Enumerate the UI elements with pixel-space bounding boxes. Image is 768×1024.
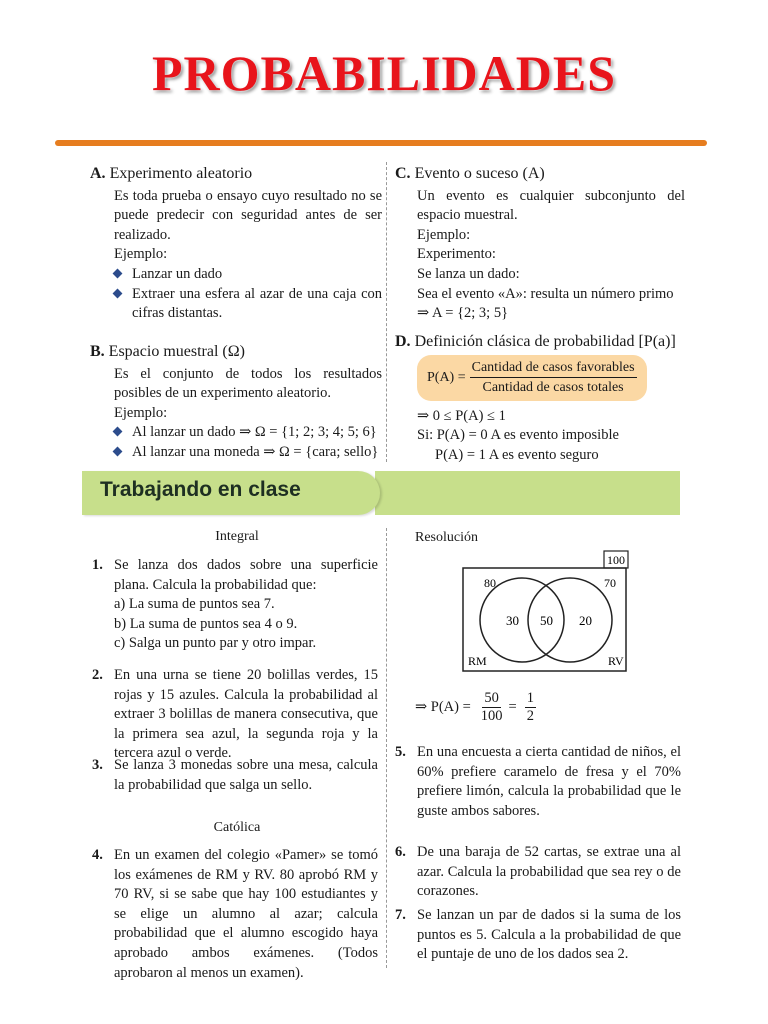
section-c-line: Experimento: bbox=[417, 246, 496, 263]
section-b-example-label: Ejemplo: bbox=[114, 404, 168, 421]
section-c-body: Un evento es cualquier subconjunto del espacio muestral. bbox=[417, 187, 685, 224]
problem-3 bbox=[92, 756, 378, 795]
section-d-line: Si: P(A) = 0 A es evento imposible bbox=[417, 427, 619, 444]
problem-number: 2. bbox=[92, 667, 103, 683]
section-c bbox=[395, 164, 685, 324]
section-b-heading: B. Espacio muestral (Ω) bbox=[90, 343, 245, 360]
problem-1 bbox=[92, 556, 378, 654]
problem-number: 3. bbox=[92, 757, 103, 773]
column-divider-bottom bbox=[386, 528, 387, 968]
section-b-body: Es el conjunto de todos los resultados posibles de un experimento aleatorio. bbox=[114, 365, 382, 402]
venn-right-total: 70 bbox=[604, 576, 616, 590]
venn-left-total: 80 bbox=[484, 576, 496, 590]
diamond-bullet-icon bbox=[113, 269, 123, 279]
diamond-bullet-icon bbox=[113, 447, 123, 457]
venn-total: 100 bbox=[607, 553, 625, 567]
problem-text: En una urna se tiene 20 bolillas verdes, 15 rojas y 15 azules. Calcula la probabilidad al extraer 3 bolillas de manera consecutiva, que la primera sea azul, la segunda roja y la tercera azul o verde. bbox=[114, 667, 378, 762]
problem-item: b) La suma de puntos sea 4 o 9. bbox=[114, 615, 298, 632]
section-a bbox=[92, 164, 382, 324]
problem-text: En una encuesta a cierta cantidad de niños, el 60% prefiere caramelo de fresa y el 70% prefiere limón, calcula la probabilidad que le guste ambos sabores. bbox=[417, 744, 681, 819]
section-a-bullet: Extraer una esfera al azar de una caja con cifras distantas. bbox=[92, 285, 382, 324]
diamond-bullet-icon bbox=[113, 427, 123, 437]
venn-right-only: 20 bbox=[579, 613, 592, 628]
section-d-line: P(A) = 1 A es evento seguro bbox=[435, 446, 599, 463]
section-d bbox=[395, 332, 695, 466]
banner-bar bbox=[375, 471, 680, 515]
problem-text: En un examen del colegio «Pamer» se tomó los exámenes de RM y RV. 80 aprobó RM y 70 RV, si se sabe que hay 100 estudiantes y se elige un alumno al azar; calcula probabilidad que el alumno escogido haya aprobado ambos exámenes. (Todos aprobaron al menos un examen). bbox=[114, 847, 378, 981]
section-a-example-label: Ejemplo: bbox=[114, 246, 168, 263]
problem-number: 7. bbox=[395, 907, 406, 923]
problem-7 bbox=[395, 906, 681, 965]
result-fraction-2: $\frac{1}{2}$ bbox=[526, 690, 534, 724]
formula-fraction bbox=[470, 358, 637, 398]
section-a-body: Es toda prueba o ensayo cuyo resultado no se puede predecir con seguridad antes de ser realizado. bbox=[114, 187, 382, 243]
problem-number: 4. bbox=[92, 847, 103, 863]
section-c-line: ⇒ A = {2; 3; 5} bbox=[417, 305, 509, 322]
venn-svg bbox=[462, 550, 642, 675]
problem-text: Se lanza 3 monedas sobre una mesa, calcula la probabilidad que salga un sello. bbox=[114, 757, 378, 793]
venn-both: 50 bbox=[540, 613, 553, 628]
problem-4 bbox=[92, 846, 378, 983]
section-d-line: ⇒ 0 ≤ P(A) ≤ 1 bbox=[417, 407, 506, 424]
section-b-bullet: Al lanzar una moneda ⇒ Ω = {cara; sello} bbox=[92, 443, 382, 463]
section-a-bullet: Lanzar un dado bbox=[92, 265, 382, 285]
integral-subheading: Integral bbox=[215, 529, 259, 544]
problem-6 bbox=[395, 843, 681, 902]
catolica-subheading: Católica bbox=[213, 820, 261, 835]
problem-item: a) La suma de puntos sea 7. bbox=[114, 596, 275, 613]
problem-2 bbox=[92, 666, 378, 764]
title-divider bbox=[55, 140, 707, 146]
resolution-label: Resolución bbox=[415, 530, 478, 545]
problem-text: De una baraja de 52 cartas, se extrae una al azar. Calcula la probabilidad que sea rey o de corazones. bbox=[417, 844, 681, 900]
venn-result bbox=[415, 690, 536, 725]
problem-text: Se lanza dos dados sobre una superficie plana. Calcula la probabilidad que: bbox=[114, 557, 378, 593]
section-b bbox=[92, 342, 382, 463]
venn-diagram bbox=[462, 550, 642, 680]
venn-right-label: RV bbox=[608, 654, 624, 668]
problem-number: 1. bbox=[92, 557, 103, 573]
problem-5 bbox=[395, 743, 681, 821]
venn-left-label: RM bbox=[468, 654, 487, 668]
section-c-heading: C. Evento o suceso (A) bbox=[395, 165, 545, 182]
section-c-line: Se lanza un dado: bbox=[417, 265, 520, 282]
result-equals: = bbox=[508, 699, 517, 715]
section-b-bullet: Al lanzar un dado ⇒ Ω = {1; 2; 3; 4; 5; 6} bbox=[92, 423, 382, 443]
banner-title: Trabajando en clase bbox=[100, 478, 301, 501]
problem-number: 6. bbox=[395, 844, 406, 860]
venn-left-only: 30 bbox=[506, 613, 519, 628]
section-c-line: Sea el evento «A»: resulta un número primo bbox=[417, 285, 674, 302]
probability-formula bbox=[417, 355, 647, 401]
formula-denominator: Cantidad de casos totales bbox=[482, 380, 624, 396]
formula-numerator: Cantidad de casos favorables bbox=[470, 358, 637, 379]
problem-item: c) Salga un punto par y otro impar. bbox=[114, 635, 317, 652]
result-lhs: ⇒ P(A) = bbox=[415, 699, 471, 715]
problem-number: 5. bbox=[395, 744, 406, 760]
problem-text: Se lanzan un par de dados si la suma de los puntos es 5. Calcula a la probabilidad de que el puntaje de uno de los dados sea 2. bbox=[417, 907, 681, 963]
page-title: PROBABILIDADES bbox=[151, 45, 617, 101]
section-c-line: Ejemplo: bbox=[417, 226, 471, 243]
diamond-bullet-icon bbox=[113, 288, 123, 298]
section-a-heading: A. Experimento aleatorio bbox=[90, 165, 253, 182]
formula-lhs: P(A) = bbox=[427, 369, 466, 385]
section-d-heading: D. Definición clásica de probabilidad [P(a)] bbox=[395, 333, 676, 350]
column-divider-top bbox=[386, 162, 387, 462]
result-fraction-1: $\frac{50}{100}$ bbox=[480, 690, 503, 724]
